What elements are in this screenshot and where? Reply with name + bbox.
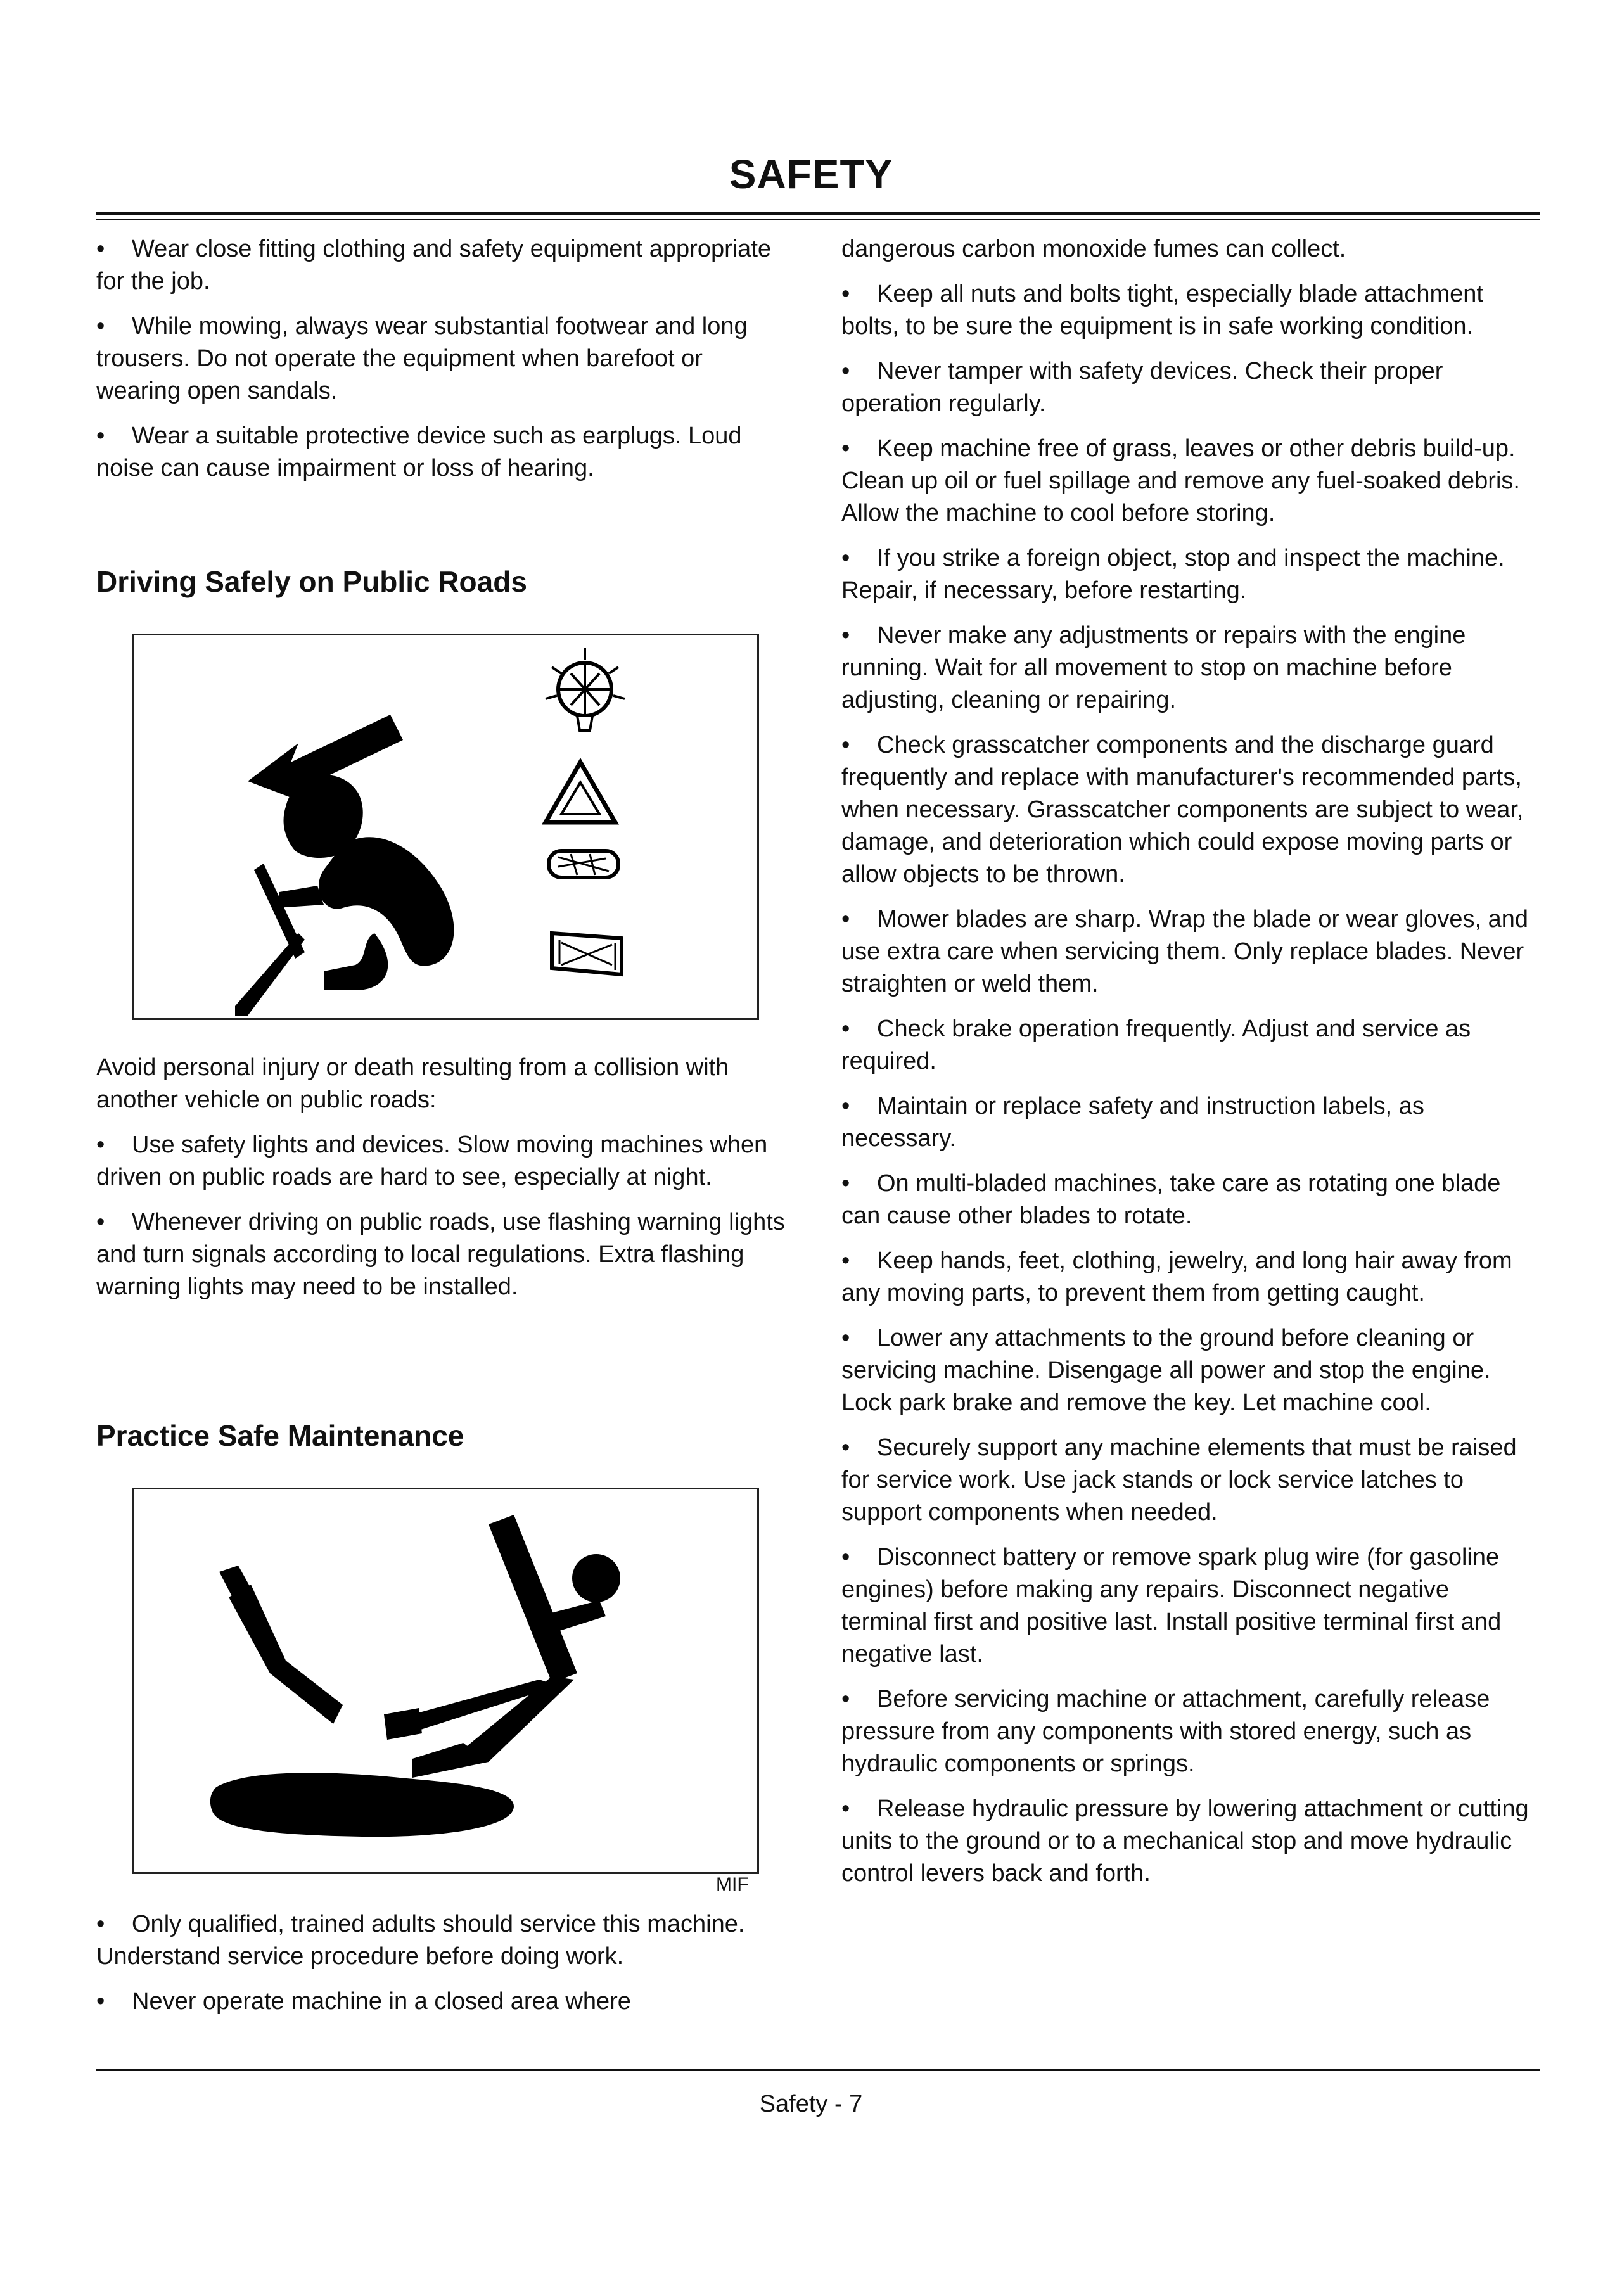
section-heading-public-roads: Driving Safely on Public Roads xyxy=(96,565,527,598)
bullet-item: • On multi-bladed machines, take care as rotating one blade can cause other blades to rotate. xyxy=(841,1168,1538,1232)
bullet-item: • Check grasscatcher components and the discharge guard frequently and replace with manufacturer's recommended parts, when necessary. Grasscatcher components are subject to wear, damage, and deterioration which could expose moving parts or allow objects to be thrown. xyxy=(841,729,1538,891)
section-heading-maintenance: Practice Safe Maintenance xyxy=(96,1419,464,1452)
bullet-item: • Keep all nuts and bolts tight, especially blade attachment bolts, to be sure the equipment is in safe working condition. xyxy=(841,278,1538,343)
slipping-person-icon xyxy=(134,1489,757,1872)
driver-warning-lights-icon xyxy=(134,635,757,1018)
bullet-item: • Wear a suitable protective device such as earplugs. Loud noise can cause impairment or loss of hearing. xyxy=(96,420,793,485)
paragraph-continuation: dangerous carbon monoxide fumes can collect. xyxy=(841,236,1346,262)
left-column xyxy=(96,233,793,497)
bullet-item: • While mowing, always wear substantial footwear and long trousers. Do not operate the equipment when barefoot or wearing open sandals. xyxy=(96,310,793,407)
bullet-item: • Check brake operation frequently. Adjust and service as required. xyxy=(841,1013,1538,1078)
bullet-item: • Mower blades are sharp. Wrap the blade or wear gloves, and use extra care when servicing them. Only replace blades. Never straighten or weld them. xyxy=(841,903,1538,1000)
bullet-item: • Never operate machine in a closed area where xyxy=(96,1986,793,2018)
public-roads-text xyxy=(96,1052,793,1316)
page-footer: Safety - 7 xyxy=(759,2091,863,2117)
bullet-item: • Maintain or replace safety and instruction labels, as necessary. xyxy=(841,1090,1538,1155)
bullet-item: • Only qualified, trained adults should service this machine. Understand service procedure before doing work. xyxy=(96,1908,793,1973)
bullet-item: • Use safety lights and devices. Slow moving machines when driven on public roads are hard to see, especially at night. xyxy=(96,1129,793,1194)
paragraph: Avoid personal injury or death resulting from a collision with another vehicle on public roads: xyxy=(96,1054,729,1113)
maintenance-text xyxy=(96,1908,793,2031)
bullet-item: • Securely support any machine elements that must be raised for service work. Use jack stands or lock service latches to support components when needed. xyxy=(841,1432,1538,1529)
header-rule xyxy=(96,212,1540,215)
bullet-item: • Whenever driving on public roads, use flashing warning lights and turn signals according to local regulations. Extra flashing warning lights may need to be installed. xyxy=(96,1206,793,1303)
slip-fall-illustration xyxy=(132,1488,759,1874)
bullet-item: • Never tamper with safety devices. Check their proper operation regularly. xyxy=(841,355,1538,420)
public-roads-illustration xyxy=(132,634,759,1020)
bullet-item: • Before servicing machine or attachment, carefully release pressure from any components with stored energy, such as hydraulic components or springs. xyxy=(841,1683,1538,1780)
bullet-item: • Release hydraulic pressure by lowering attachment or cutting units to the ground or to a mechanical stop and move hydraulic control levers back and forth. xyxy=(841,1793,1538,1890)
bullet-item: • Disconnect battery or remove spark plug wire (for gasoline engines) before making any repairs. Disconnect negative terminal first and positive last. Install positive terminal first and negative last. xyxy=(841,1541,1538,1671)
bullet-item: • Keep machine free of grass, leaves or other debris build-up. Clean up oil or fuel spillage and remove any fuel-soaked debris. Allow the machine to cool before storing. xyxy=(841,433,1538,530)
page-title: SAFETY xyxy=(729,151,893,197)
bullet-item: • If you strike a foreign object, stop and inspect the machine. Repair, if necessary, before restarting. xyxy=(841,542,1538,607)
bullet-item: • Wear close fitting clothing and safety equipment appropriate for the job. xyxy=(96,233,793,298)
header-rule-thin xyxy=(96,219,1540,220)
bullet-item: • Never make any adjustments or repairs with the engine running. Wait for all movement to stop on machine before adjusting, cleaning or repairing. xyxy=(841,620,1538,717)
bullet-item: • Lower any attachments to the ground before cleaning or servicing machine. Disengage all power and stop the engine. Lock park brake and remove the key. Let machine cool. xyxy=(841,1322,1538,1419)
bullet-item: • Keep hands, feet, clothing, jewelry, and long hair away from any moving parts, to prevent them from getting caught. xyxy=(841,1245,1538,1310)
footer-rule xyxy=(96,2069,1540,2071)
right-column xyxy=(841,233,1538,1903)
figure-label: MIF xyxy=(716,1874,749,1895)
